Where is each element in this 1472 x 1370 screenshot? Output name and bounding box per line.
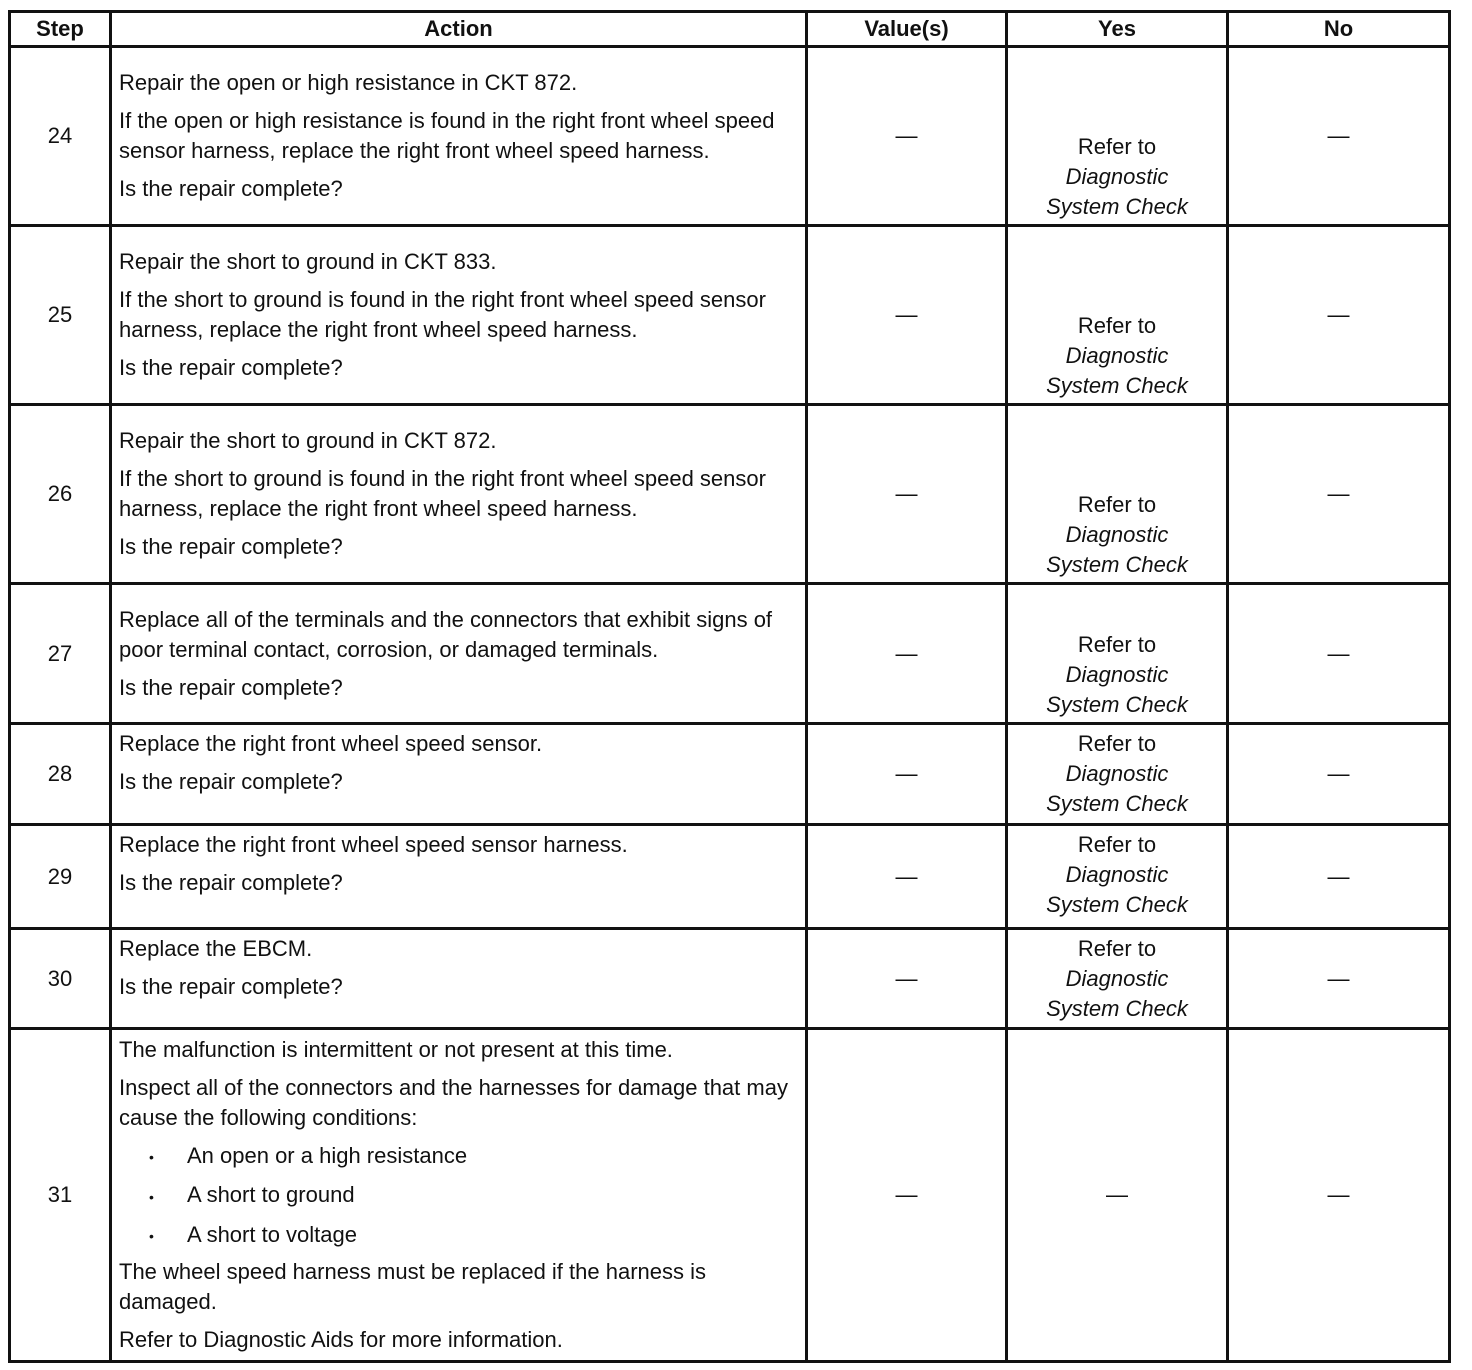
refer-to-text: Refer to: [1077, 134, 1157, 159]
action-text: Is the repair complete?: [119, 355, 343, 380]
diagnostic-text: Diagnostic: [1065, 164, 1169, 189]
diagnostic-text: Diagnostic: [1065, 662, 1169, 687]
refer-to-text: Refer to: [1077, 313, 1157, 338]
step-number: 28: [10, 724, 111, 825]
no-cell: —: [1228, 226, 1450, 405]
refer-to-text: Refer to: [1077, 632, 1157, 657]
action-text: Refer to Diagnostic Aids for more information.: [119, 1326, 563, 1352]
action-text: Replace the EBCM.: [119, 936, 313, 961]
table-row: [10, 724, 1450, 825]
value-cell: —: [807, 929, 1007, 1029]
no-cell: —: [1228, 584, 1450, 724]
no-cell: —: [1228, 47, 1450, 226]
yes-cell: [1007, 584, 1228, 724]
action-text: Is the repair complete?: [119, 769, 343, 794]
yes-cell: [1007, 825, 1228, 929]
yes-cell: [1007, 47, 1228, 226]
no-cell: —: [1228, 929, 1450, 1029]
action-text: If the open or high resistance is found in the right front wheel speed sensor harness, replace the right front wheel speed harness.: [119, 108, 775, 163]
header-step: Step: [10, 12, 111, 47]
step-number: 24: [10, 47, 111, 226]
action-cell: [111, 405, 807, 584]
action-text: Is the repair complete?: [119, 674, 343, 700]
table-row: [10, 584, 1450, 724]
value-cell: —: [807, 1029, 1007, 1362]
value-cell: —: [807, 226, 1007, 405]
list-item: [149, 1180, 799, 1211]
bullet-icon: •: [149, 1227, 154, 1244]
system-check-text: System Check: [1046, 791, 1188, 816]
refer-to-text: Refer to: [1077, 492, 1157, 517]
no-cell: —: [1228, 1029, 1450, 1362]
action-text: The malfunction is intermittent or not present at this time.: [119, 1037, 673, 1063]
refer-to-text: Refer to: [1077, 936, 1157, 961]
action-text: The wheel speed harness must be replaced if the harness is damaged.: [119, 1258, 706, 1314]
action-text: Is the repair complete?: [119, 534, 343, 559]
step-number: 25: [10, 226, 111, 405]
value-cell: —: [807, 825, 1007, 929]
diagnostic-text: Diagnostic: [1065, 761, 1169, 786]
header-action: Action: [111, 12, 807, 47]
bullet-icon: •: [149, 1188, 154, 1205]
table-row: [10, 929, 1450, 1029]
no-cell: —: [1228, 724, 1450, 825]
table-row: [10, 226, 1450, 405]
action-text: If the short to ground is found in the right front wheel speed sensor harness, replace the right front wheel speed harness.: [119, 287, 766, 342]
header-row: [10, 12, 1450, 47]
action-cell: [111, 825, 807, 929]
step-number: 26: [10, 405, 111, 584]
action-cell: [111, 47, 807, 226]
no-cell: —: [1228, 405, 1450, 584]
list-item-text: A short to ground: [187, 1182, 355, 1208]
yes-cell: [1007, 226, 1228, 405]
table-row: [10, 405, 1450, 584]
diagnostic-text: Diagnostic: [1065, 862, 1169, 887]
system-check-text: System Check: [1046, 996, 1188, 1021]
action-text: If the short to ground is found in the right front wheel speed sensor harness, replace the right front wheel speed harness.: [119, 466, 766, 521]
step-number: 31: [10, 1029, 111, 1362]
diagnostic-table: [8, 10, 1451, 1363]
list-item: [149, 1220, 799, 1251]
action-cell: [111, 1029, 807, 1362]
yes-cell: [1007, 724, 1228, 825]
action-text: Replace the right front wheel speed sensor.: [119, 731, 543, 756]
action-cell: [111, 584, 807, 724]
no-cell: —: [1228, 825, 1450, 929]
header-values: Value(s): [807, 12, 1007, 47]
step-number: 27: [10, 584, 111, 724]
action-text: Is the repair complete?: [119, 870, 343, 895]
refer-to-text: Refer to: [1077, 832, 1157, 857]
table-row: [10, 1029, 1450, 1362]
yes-cell: —: [1007, 1029, 1228, 1362]
value-cell: —: [807, 405, 1007, 584]
value-cell: —: [807, 47, 1007, 226]
list-item: [149, 1141, 799, 1172]
diagnostic-text: Diagnostic: [1065, 522, 1169, 547]
step-number: 29: [10, 825, 111, 929]
system-check-text: System Check: [1046, 194, 1188, 219]
list-item-text: An open or a high resistance: [187, 1143, 468, 1169]
action-cell: [111, 929, 807, 1029]
step-number: 30: [10, 929, 111, 1029]
table-row: [10, 47, 1450, 226]
system-check-text: System Check: [1046, 373, 1188, 398]
action-cell: [111, 226, 807, 405]
value-cell: —: [807, 724, 1007, 825]
yes-cell: [1007, 929, 1228, 1029]
header-no: No: [1228, 12, 1450, 47]
yes-cell: [1007, 405, 1228, 584]
header-yes: Yes: [1007, 12, 1228, 47]
system-check-text: System Check: [1046, 552, 1188, 577]
condition-list: [119, 1141, 799, 1251]
value-cell: —: [807, 584, 1007, 724]
action-text: Repair the open or high resistance in CKT 872.: [119, 70, 578, 95]
action-text: Is the repair complete?: [119, 176, 343, 201]
action-text: Replace all of the terminals and the connectors that exhibit signs of poor terminal contact, corrosion, or damaged terminals.: [119, 606, 773, 662]
action-cell: [111, 724, 807, 825]
action-text: Repair the short to ground in CKT 833.: [119, 249, 497, 274]
diagnostic-text: Diagnostic: [1065, 966, 1169, 991]
action-text: Replace the right front wheel speed sensor harness.: [119, 832, 628, 857]
diagnostic-text: Diagnostic: [1065, 343, 1169, 368]
system-check-text: System Check: [1046, 892, 1188, 917]
table-row: [10, 825, 1450, 929]
action-text: Is the repair complete?: [119, 974, 343, 999]
refer-to-text: Refer to: [1077, 731, 1157, 756]
list-item-text: A short to voltage: [187, 1221, 357, 1247]
bullet-icon: •: [149, 1149, 154, 1166]
action-text: Repair the short to ground in CKT 872.: [119, 428, 497, 453]
system-check-text: System Check: [1046, 692, 1188, 717]
action-text: Inspect all of the connectors and the harnesses for damage that may cause the following conditions:: [119, 1075, 788, 1131]
